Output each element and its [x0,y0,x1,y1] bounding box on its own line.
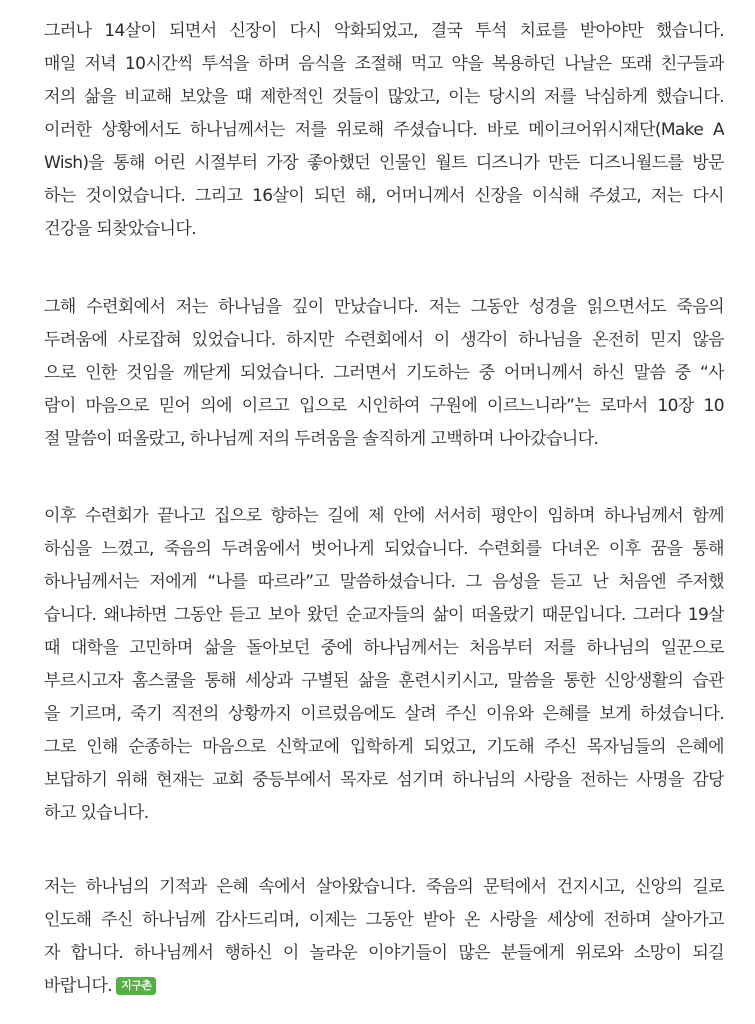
text-line: 하고 있습니다. [44,803,149,823]
text-line: 하는 것이었습니다. 그리고 16살이 되던 해, 어머니께서 신장을 이식해 주셨고, 저는 다시 [44,186,724,206]
text-line: 이러한 상황에서도 하나님께서는 저를 위로해 주셨습니다. 바로 메이크어위시재단(Make A [44,120,724,140]
text-line: 그해 수련회에서 저는 하나님을 깊이 만났습니다. 저는 그동안 성경을 읽으면서도 죽음의 [44,297,724,317]
publication-badge: 지구촌 [116,977,156,995]
text-line: 건강을 되찾았습니다. [44,219,197,239]
text-line: 절 말씀이 떠올랐고, 하나님께 저의 두려움을 솔직하게 고백하며 나아갔습니다. [44,429,599,449]
text-line: 저는 하나님의 기적과 은혜 속에서 살아왔습니다. 죽음의 문턱에서 건지시고, 신앙의 길로 [44,877,724,897]
paragraph-closing [44,871,724,1003]
closing-text: 바랍니다. [44,976,113,996]
text-line: 보답하기 위해 현재는 교회 중등부에서 목자로 섬기며 하나님의 사랑을 전하는 사명을 감당 [44,770,724,790]
text-line: 인도해 주신 하나님께 감사드리며, 이제는 그동안 받아 온 사랑을 세상에 전하며 살아가고 [44,910,724,930]
paragraph-kidney-relapse [44,15,724,246]
text-line: 매일 저녁 10시간씩 투석을 하며 음식을 조절해 먹고 약을 복용하던 나날은 또래 친구들과 [44,54,724,74]
text-line: Wish)을 통해 어린 시절부터 가장 좋아했던 인물인 월트 디즈니가 만든 디즈니월드를 방문 [44,153,724,173]
text-line: 람이 마음으로 믿어 의에 이르고 입으로 시인하여 구원에 이르느니라”는 로마서 10장 10 [44,396,724,416]
paragraph-retreat-encounter [44,291,724,456]
text-line: 그로 인해 순종하는 마음으로 신학교에 입학하게 되었고, 기도해 주신 목자님들의 은혜에 [44,737,724,757]
text-line: 하나님께서는 저에게 “나를 따르라”고 말씀하셨습니다. 그 음성을 듣고 난 처음엔 주저했 [44,572,724,592]
text-line: 부르시고자 홈스쿨을 통해 세상과 구별된 삶을 훈련시키시고, 말씀을 통한 신앙생활의 습관 [44,671,724,691]
text-line: 자 합니다. 하나님께서 행하신 이 놀라운 이야기들이 많은 분들에게 위로와 소망이 되길 [44,943,724,963]
text-line: 을 기르며, 죽기 직전의 상황까지 이르렀음에도 살려 주신 이유와 은혜를 보게 하셨습니다. [44,704,724,724]
text-line: 하심을 느꼈고, 죽음의 두려움에서 벗어나게 되었습니다. 수련회를 다녀온 이후 꿈을 통해 [44,539,724,559]
text-line: 습니다. 왜냐하면 그동안 듣고 보아 왔던 순교자들의 삶이 떠올랐기 때문입니다. 그러다 19살 [44,605,724,625]
text-line: 으로 인한 것임을 깨닫게 되었습니다. 그러면서 기도하는 중 어머니께서 하신 말씀 중 “사 [44,363,724,383]
text-line: 그러나 14살이 되면서 신장이 다시 악화되었고, 결국 투석 치료를 받아야만 했습니다. [44,21,724,41]
text-line-last [44,970,724,1003]
paragraph-calling [44,500,724,830]
text-line: 저의 삶을 비교해 보았을 때 제한적인 것들이 많았고, 이는 당시의 저를 낙심하게 했습니다. [44,87,724,107]
text-line: 두려움에 사로잡혀 있었습니다. 하지만 수련회에서 이 생각이 하나님을 온전히 믿지 않음 [44,330,724,350]
text-line: 때 대학을 고민하며 삶을 돌아보던 중에 하나님께서는 처음부터 저를 하나님의 일꾼으로 [44,638,724,658]
text-line: 이후 수련회가 끝나고 집으로 향하는 길에 제 안에 서서히 평안이 임하며 하나님께서 함께 [44,506,724,526]
